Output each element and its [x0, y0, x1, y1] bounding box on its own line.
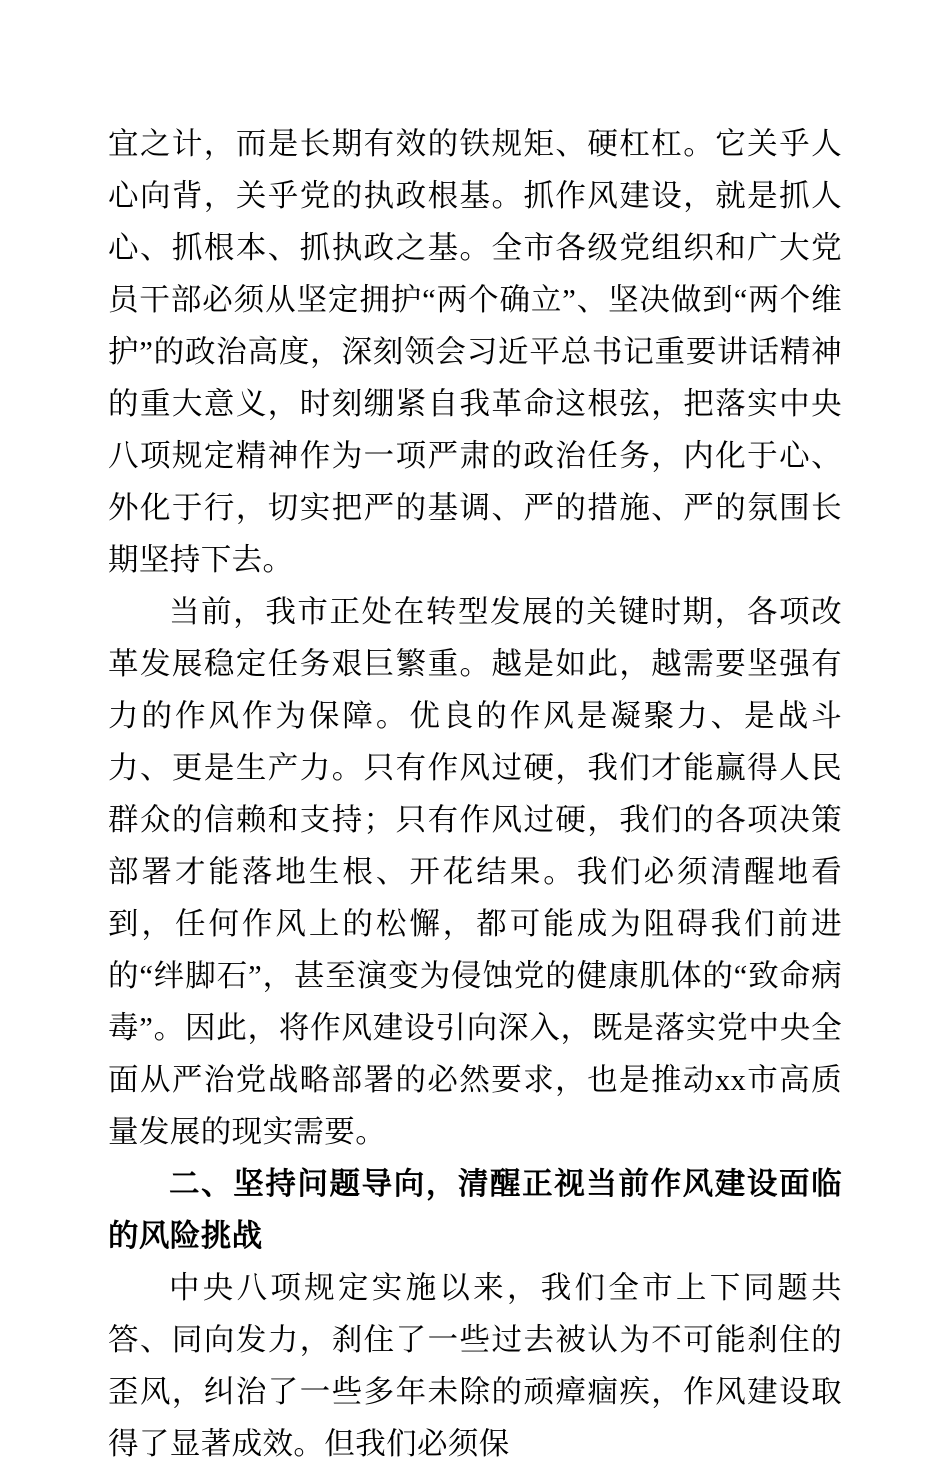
- paragraph-eight-regulations: 中央八项规定实施以来，我们全市上下同题共答、同向发力，刹住了一些过去被认为不可能刹住的歪风，纠治了一些多年未除的顽瘴痼疾，作风建设取得了显著成效。但我们必须保: [108, 1271, 842, 1461]
- paragraph-continued: 宜之计，而是长期有效的铁规矩、硬杠杠。它关乎人心向背，关乎党的执政根基。抓作风建设，就是抓人心、抓根本、抓执政之基。全市各级党组织和广大党员干部必须从坚定拥护“两个确立”、坚决做到“两个维护”的政治高度，深刻领会习近平总书记重要讲话精神的重大意义，时刻绷紧自我革命这根弦，把落实中央八项规定精神作为一项严肃的政治任务，内化于心、外化于行，切实把严的基调、严的措施、严的氛围长期坚持下去。: [108, 127, 842, 577]
- paragraph-current-situation: 当前，我市正处在转型发展的关键时期，各项改革发展稳定任务艰巨繁重。越是如此，越需要坚强有力的作风作为保障。优良的作风是凝聚力、是战斗力、更是生产力。只有作风过硬，我们才能赢得人民群众的信赖和支持；只有作风过硬，我们的各项决策部署才能落地生根、开花结果。我们必须清醒地看到，任何作风上的松懈，都可能成为阻碍我们前进的“绊脚石”，甚至演变为侵蚀党的健康肌体的“致命病毒”。因此，将作风建设引向深入，既是落实党中央全面从严治党战略部署的必然要求，也是推动xx市高质量发展的现实需要。: [108, 595, 842, 1149]
- section-heading-two: 二、坚持问题导向，清醒正视当前作风建设面临的风险挑战: [108, 1167, 842, 1253]
- document-body: [108, 118, 842, 1470]
